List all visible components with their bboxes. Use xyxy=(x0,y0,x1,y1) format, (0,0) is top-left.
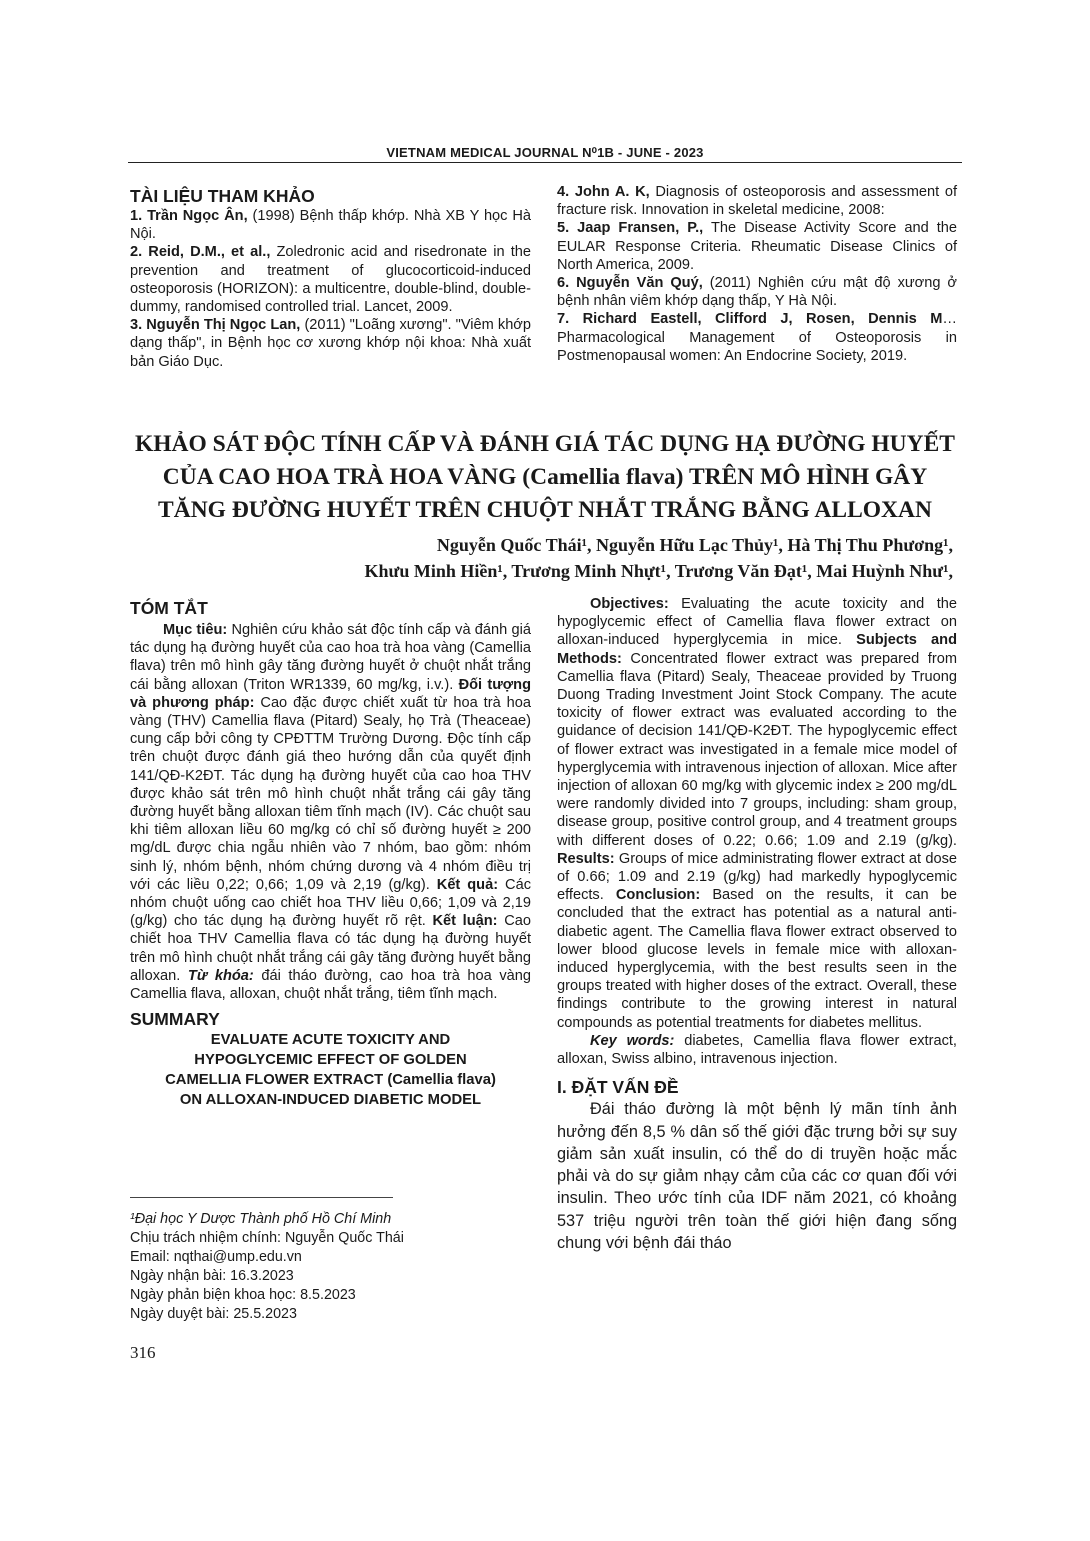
text-results: Các nhóm chuột uống cao chiết hoa THV liều 0,66; 1,09 và 2,19 (g/kg) cho tác dụng hạ đường huyết rõ rệt. xyxy=(130,876,532,930)
authors-line-2: Khưu Minh Hiền¹, Trương Minh Nhựt¹, Trương Văn Đạt¹, Mai Huỳnh Như¹, xyxy=(364,561,953,581)
label-keywords-en: Key words: xyxy=(590,1032,675,1049)
page-number: 316 xyxy=(130,1343,156,1362)
label-keywords: Từ khóa: xyxy=(187,967,254,984)
ref-text: (1998) Bệnh thấp khớp. Nhà XB Y học Hà Nội. xyxy=(130,208,532,243)
reference-5 xyxy=(557,219,957,274)
ref-text: Diagnosis of osteoporosis and assessment of fracture risk. Innovation in skeletal medicine, 2008: xyxy=(557,184,957,219)
summary-subtitle-line: EVALUATE ACUTE TOXICITY AND xyxy=(210,1032,451,1049)
summary-subtitle-line: ON ALLOXAN-INDUCED DIABETIC MODEL xyxy=(179,1092,482,1109)
text-keywords: đái tháo đường, cao hoa trà hoa vàng Camellia flava, alloxan, chuột nhắt trắng, tiêm tĩnh mạch. xyxy=(130,967,532,1003)
tomtat-body xyxy=(130,621,531,1003)
article-title xyxy=(120,428,970,527)
reference-7 xyxy=(557,310,957,365)
references-right xyxy=(557,183,957,365)
text-subjects-methods: Concentrated flower extract was prepared from Camellia flava (Pitard) Sealy, Theaceae provided by Truong Duong Trading Investment Joint Stock Company. The acute toxicity of flower extract was evaluated according to the guidance of decision 141/QĐ-K2ĐT. The hypoglycemic effect of flower extract was investigated in a female mice model of hyperglycemia with intravenous injection of alloxan. Mice after injection of alloxan 60 mg/kg with glycemic index ≥ 200 mg/dL were randomly divided into 7 groups, including: sham group, disease group, positive control group, and 4 treatment groups with different doses of 0.22; 0.66; 1.09 and 2.19 (g/kg). xyxy=(557,650,957,849)
label-conclusion: Kết luận: xyxy=(432,913,498,930)
footnote-affiliation: ¹Đại học Y Dược Thành phố Hồ Chí Minh xyxy=(130,1211,392,1227)
references-left xyxy=(130,186,531,371)
header-rule xyxy=(128,162,962,163)
ref-text: (2011) Nghiên cứu mật độ xương ở bệnh nhân viêm khớp dạng thấp, Y Hà Nội. xyxy=(557,275,958,310)
intro-title: I. ĐẶT VẤN ĐỀ xyxy=(557,1077,679,1098)
label-subjects-methods: Subjects and Methods: xyxy=(557,632,958,667)
authors xyxy=(365,532,953,584)
ref-num: 3. xyxy=(130,317,143,334)
footnote-reviewed: Ngày phản biện khoa học: 8.5.2023 xyxy=(130,1287,356,1303)
tomtat-title: TÓM TẮT xyxy=(130,598,208,618)
label-conclusion-en: Conclusion: xyxy=(615,887,701,904)
text-methods: Cao đặc được chiết xuất từ hoa trà hoa vàng (THV) Camellia flava (Pitard) Sealy, họ Trà (Theaceae) cung cấp bởi công ty CPĐTTM Trường Dương. Độc tính cấp trên chuột được đánh giá theo hướng dẫn của quyết định 141/QĐ-K2ĐT. Tác dụng hạ đường huyết của cao hoa THV được khảo sát trên mô hình chuột nhắt trắng cái gây tăng đường huyết bằng alloxan tiêm tĩnh mạch (IV). Các chuột sau khi tiêm alloxan liều 60 mg/kg có chỉ số đường huyết ≥ 200 mg/dL được chia ngẫu nhiên vào 7 nhóm, bao gồm: nhóm sinh lý, nhóm bệnh, nhóm chứng dương và 4 nhóm điều trị với các liều 0,22; 0,66; 1,09 và 2,19 (g/kg). xyxy=(130,694,531,893)
text-conclusion: Cao chiết hoa THV Camellia flava có tác dụng hạ đường huyết trên mô hình chuột nhắt trắng cái gây tăng đường huyết bằng alloxan. xyxy=(130,913,531,984)
ref-text: (2011) "Loãng xương". "Viêm khớp dạng thấp", in Bệnh học cơ xương khớp nội khoa: Nhà xuất bản Giáo Dục. xyxy=(130,317,531,370)
ref-author: Richard Eastell, Clifford J, Rosen, Dennis M xyxy=(582,311,943,328)
summary-subtitle-line: HYPOGLYCEMIC EFFECT OF GOLDEN xyxy=(194,1052,467,1069)
reference-1 xyxy=(130,207,531,243)
label-results-en: Results: xyxy=(557,850,615,867)
reference-6 xyxy=(557,274,957,310)
abstract-vi-column xyxy=(130,598,531,1110)
label-results: Kết quả: xyxy=(436,876,499,893)
ref-num: 5. xyxy=(557,220,570,237)
ref-author: Nguyễn Thị Ngọc Lan, xyxy=(146,317,301,334)
summary-subtitle-line: CAMELLIA FLOWER EXTRACT (Camellia flava) xyxy=(165,1072,496,1089)
text-results-en: Groups of mice administrating flower extract at dose of 0.66; 1.09 and 2.19 (g/kg) had markedly hypoglycemic effects. xyxy=(557,850,957,904)
label-objectives: Objectives: xyxy=(590,596,669,612)
text-keywords-en: diabetes, Camellia flava flower extract, alloxan, Swiss albino, intravenous injection. xyxy=(557,1032,957,1068)
ref-num: 1. xyxy=(130,208,143,224)
keywords-en xyxy=(557,1032,957,1068)
text-objective: Nghiên cứu khảo sát độc tính cấp và đánh giá tác dụng hạ đường huyết của cao hoa trà hoa vàng (Camellia flava) trên mô hình gây tăng đường huyết ở chuột nhắt trắng cái bằng alloxan (Triton WR1339, 60 mg/kg, i.v.). xyxy=(130,622,531,693)
text-conclusion-en: Based on the results, it can be concluded that the extract has potential as a natural anti-diabetic agent. The Camellia flava flower extract observed to lower blood glucose levels in female mice with alloxan-induced hyperglycemia, with the best results seen in the groups treated with higher doses of the extract. Overall, these findings contribute to the growing interest in natural compounds as potential treatments for diabetes mellitus. xyxy=(557,887,957,1031)
ref-author: Nguyễn Văn Quý, xyxy=(576,275,703,292)
title-line: CỦA CAO HOA TRÀ HOA VÀNG (Camellia flava) TRÊN MÔ HÌNH GÂY xyxy=(162,464,928,490)
ref-author: Trần Ngọc Ân, xyxy=(147,208,248,224)
ref-text: Zoledronic acid and risedronate in the prevention and treatment of glucocorticoid-induced osteoporosis (HORIZON): a multicentre, double-blind, double-dummy, randomised controlled trial. Lancet, 2009. xyxy=(130,244,531,316)
reference-3 xyxy=(130,316,531,371)
footnote-corresponding: Chịu trách nhiệm chính: Nguyễn Quốc Thái xyxy=(130,1230,404,1246)
reference-2 xyxy=(130,243,531,316)
abstract-en-body xyxy=(557,595,957,1032)
ref-num: 2. xyxy=(130,244,143,261)
ref-author: Reid, D.M., et al., xyxy=(148,244,271,261)
label-objective: Mục tiêu: xyxy=(163,622,228,638)
ref-text: …Pharmacological Management of Osteoporosis in Postmenopausal women: An Endocrine Society, 2019. xyxy=(557,311,957,364)
footnote xyxy=(130,1210,404,1324)
references-title: TÀI LIỆU THAM KHẢO xyxy=(130,186,315,206)
running-header: VIETNAM MEDICAL JOURNAL N⁰1B - JUNE - 2023 xyxy=(386,145,704,160)
authors-line-1: Nguyễn Quốc Thái¹, Nguyễn Hữu Lạc Thủy¹, Hà Thị Thu Phương¹, xyxy=(436,535,953,555)
ref-num: 4. xyxy=(557,184,570,200)
footnote-email: Email: nqthai@ump.edu.vn xyxy=(130,1249,302,1265)
ref-text: The Disease Activity Score and the EULAR Response Criteria. Rheumatic Disease Clinics of North America, 2009. xyxy=(557,220,957,273)
ref-num: 7. xyxy=(557,311,570,328)
summary-title: SUMMARY xyxy=(130,1009,220,1030)
footnote-rule xyxy=(130,1197,393,1198)
label-methods: Đối tượng và phương pháp: xyxy=(130,676,531,711)
ref-author: Jaap Fransen, P., xyxy=(577,220,704,237)
text-objectives: Evaluating the acute toxicity and the hypoglycemic effect of Camellia flava flower extract on alloxan-induced hyperglycemia in mice. xyxy=(557,596,957,649)
footnote-accepted: Ngày duyệt bài: 25.5.2023 xyxy=(130,1306,297,1322)
intro-paragraph: Đái tháo đường là một bệnh lý mãn tính ảnh hưởng đến 8,5 % dân số thế giới đặc trưng bởi sự suy giảm sản xuất insulin, có thể do di truyền hoặc mắc phải và do sự giảm nhạy cảm của các cơ quan đối với insulin. Theo ước tính của IDF năm 2021, có khoảng 537 triệu người trên toàn thế giới hiện đang sống chung với bệnh đái tháo xyxy=(557,1100,957,1253)
ref-num: 6. xyxy=(557,275,570,292)
footnote-received: Ngày nhận bài: 16.3.2023 xyxy=(130,1268,294,1284)
reference-4 xyxy=(557,183,957,219)
ref-author: John A. K, xyxy=(574,184,650,200)
title-line: TĂNG ĐƯỜNG HUYẾT TRÊN CHUỘT NHẮT TRẮNG BẰNG ALLOXAN xyxy=(158,497,932,523)
summary-subtitle xyxy=(130,1030,531,1110)
title-line: KHẢO SÁT ĐỘC TÍNH CẤP VÀ ĐÁNH GIÁ TÁC DỤNG HẠ ĐƯỜNG HUYẾT xyxy=(135,431,955,457)
abstract-en-column xyxy=(557,595,957,1254)
